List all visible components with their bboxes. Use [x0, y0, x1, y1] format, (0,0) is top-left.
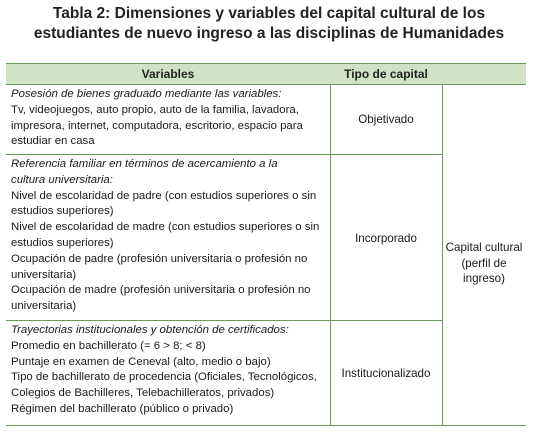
section-heading: Referencia familiar en términos de acercamiento a la	[11, 158, 278, 170]
header-tipo-capital: Tipo de capital	[344, 67, 428, 81]
variable-line: Ocupación de padre (profesión universitaria o profesión no	[11, 252, 308, 265]
variable-line: Colegios de Bachilleres, Telebachilleratos, privados)	[11, 387, 275, 400]
section-institucionalizado	[6, 321, 442, 426]
variable-line: Puntaje en examen de Ceneval (alto, medio o bajo)	[11, 355, 271, 368]
table-title	[0, 4, 538, 44]
variable-line: estudios superiores)	[11, 236, 114, 249]
tipo-capital-institucionalizado: Institucionalizado	[341, 367, 431, 380]
variable-line: Ocupación de madre (profesión universitaria o profesión no	[11, 284, 311, 297]
section-incorporado-variables	[11, 157, 327, 315]
section-incorporado	[6, 155, 442, 321]
table-title-line-2: estudiantes de nuevo ingreso a las disciplinas de Humanidades	[33, 25, 505, 42]
section-institucionalizado-variables	[11, 323, 327, 418]
column-divider	[330, 85, 331, 426]
variable-line: impresora, internet, computadora, escritorio, espacio para	[11, 119, 303, 132]
variable-line: Tv, videojuegos, auto propio, auto de la familia, lavadora,	[11, 103, 299, 116]
tipo-capital-incorporado: Incorporado	[355, 232, 417, 245]
table-title-line-1: Tabla 2: Dimensiones y variables del capital cultural de los	[52, 5, 486, 22]
section-heading: Trayectorias institucionales y obtención de certificados:	[11, 324, 289, 336]
perfil-capital-cultural-text	[442, 240, 526, 287]
variable-line: Nivel de escolaridad de padre (con estudios superiores o sin	[11, 189, 317, 202]
column-divider	[442, 85, 443, 426]
capital-cultural-table	[6, 63, 526, 426]
perfil-line: Capital cultural	[445, 241, 523, 254]
table-header-row	[6, 63, 526, 85]
section-heading: Posesión de bienes graduado mediante las variables:	[11, 88, 282, 100]
variable-line: Nivel de escolaridad de madre (con estudios superiores o sin	[11, 221, 320, 234]
section-objetivado-variables	[11, 87, 327, 150]
variable-line: Tipo de bachillerato de procedencia (Oficiales, Tecnológicos,	[11, 371, 317, 384]
tipo-capital-objetivado: Objetivado	[358, 113, 414, 126]
variable-line: universitaria)	[11, 300, 77, 313]
perfil-capital-cultural-cell	[442, 85, 526, 426]
variable-line: Promedio en bachillerato (= 6 > 8; < 8)	[11, 339, 206, 352]
variable-line: estudiar en casa	[11, 135, 95, 148]
variable-line: universitaria)	[11, 268, 77, 281]
section-objetivado	[6, 85, 442, 155]
perfil-line: ingreso)	[463, 272, 505, 285]
perfil-line: (perfil de	[461, 256, 507, 270]
variable-line: estudios superiores)	[11, 205, 114, 218]
section-heading: cultura universitaria:	[11, 173, 113, 186]
header-variables: Variables	[141, 67, 195, 81]
variable-line: Régimen del bachillerato (público o privado)	[11, 402, 234, 415]
